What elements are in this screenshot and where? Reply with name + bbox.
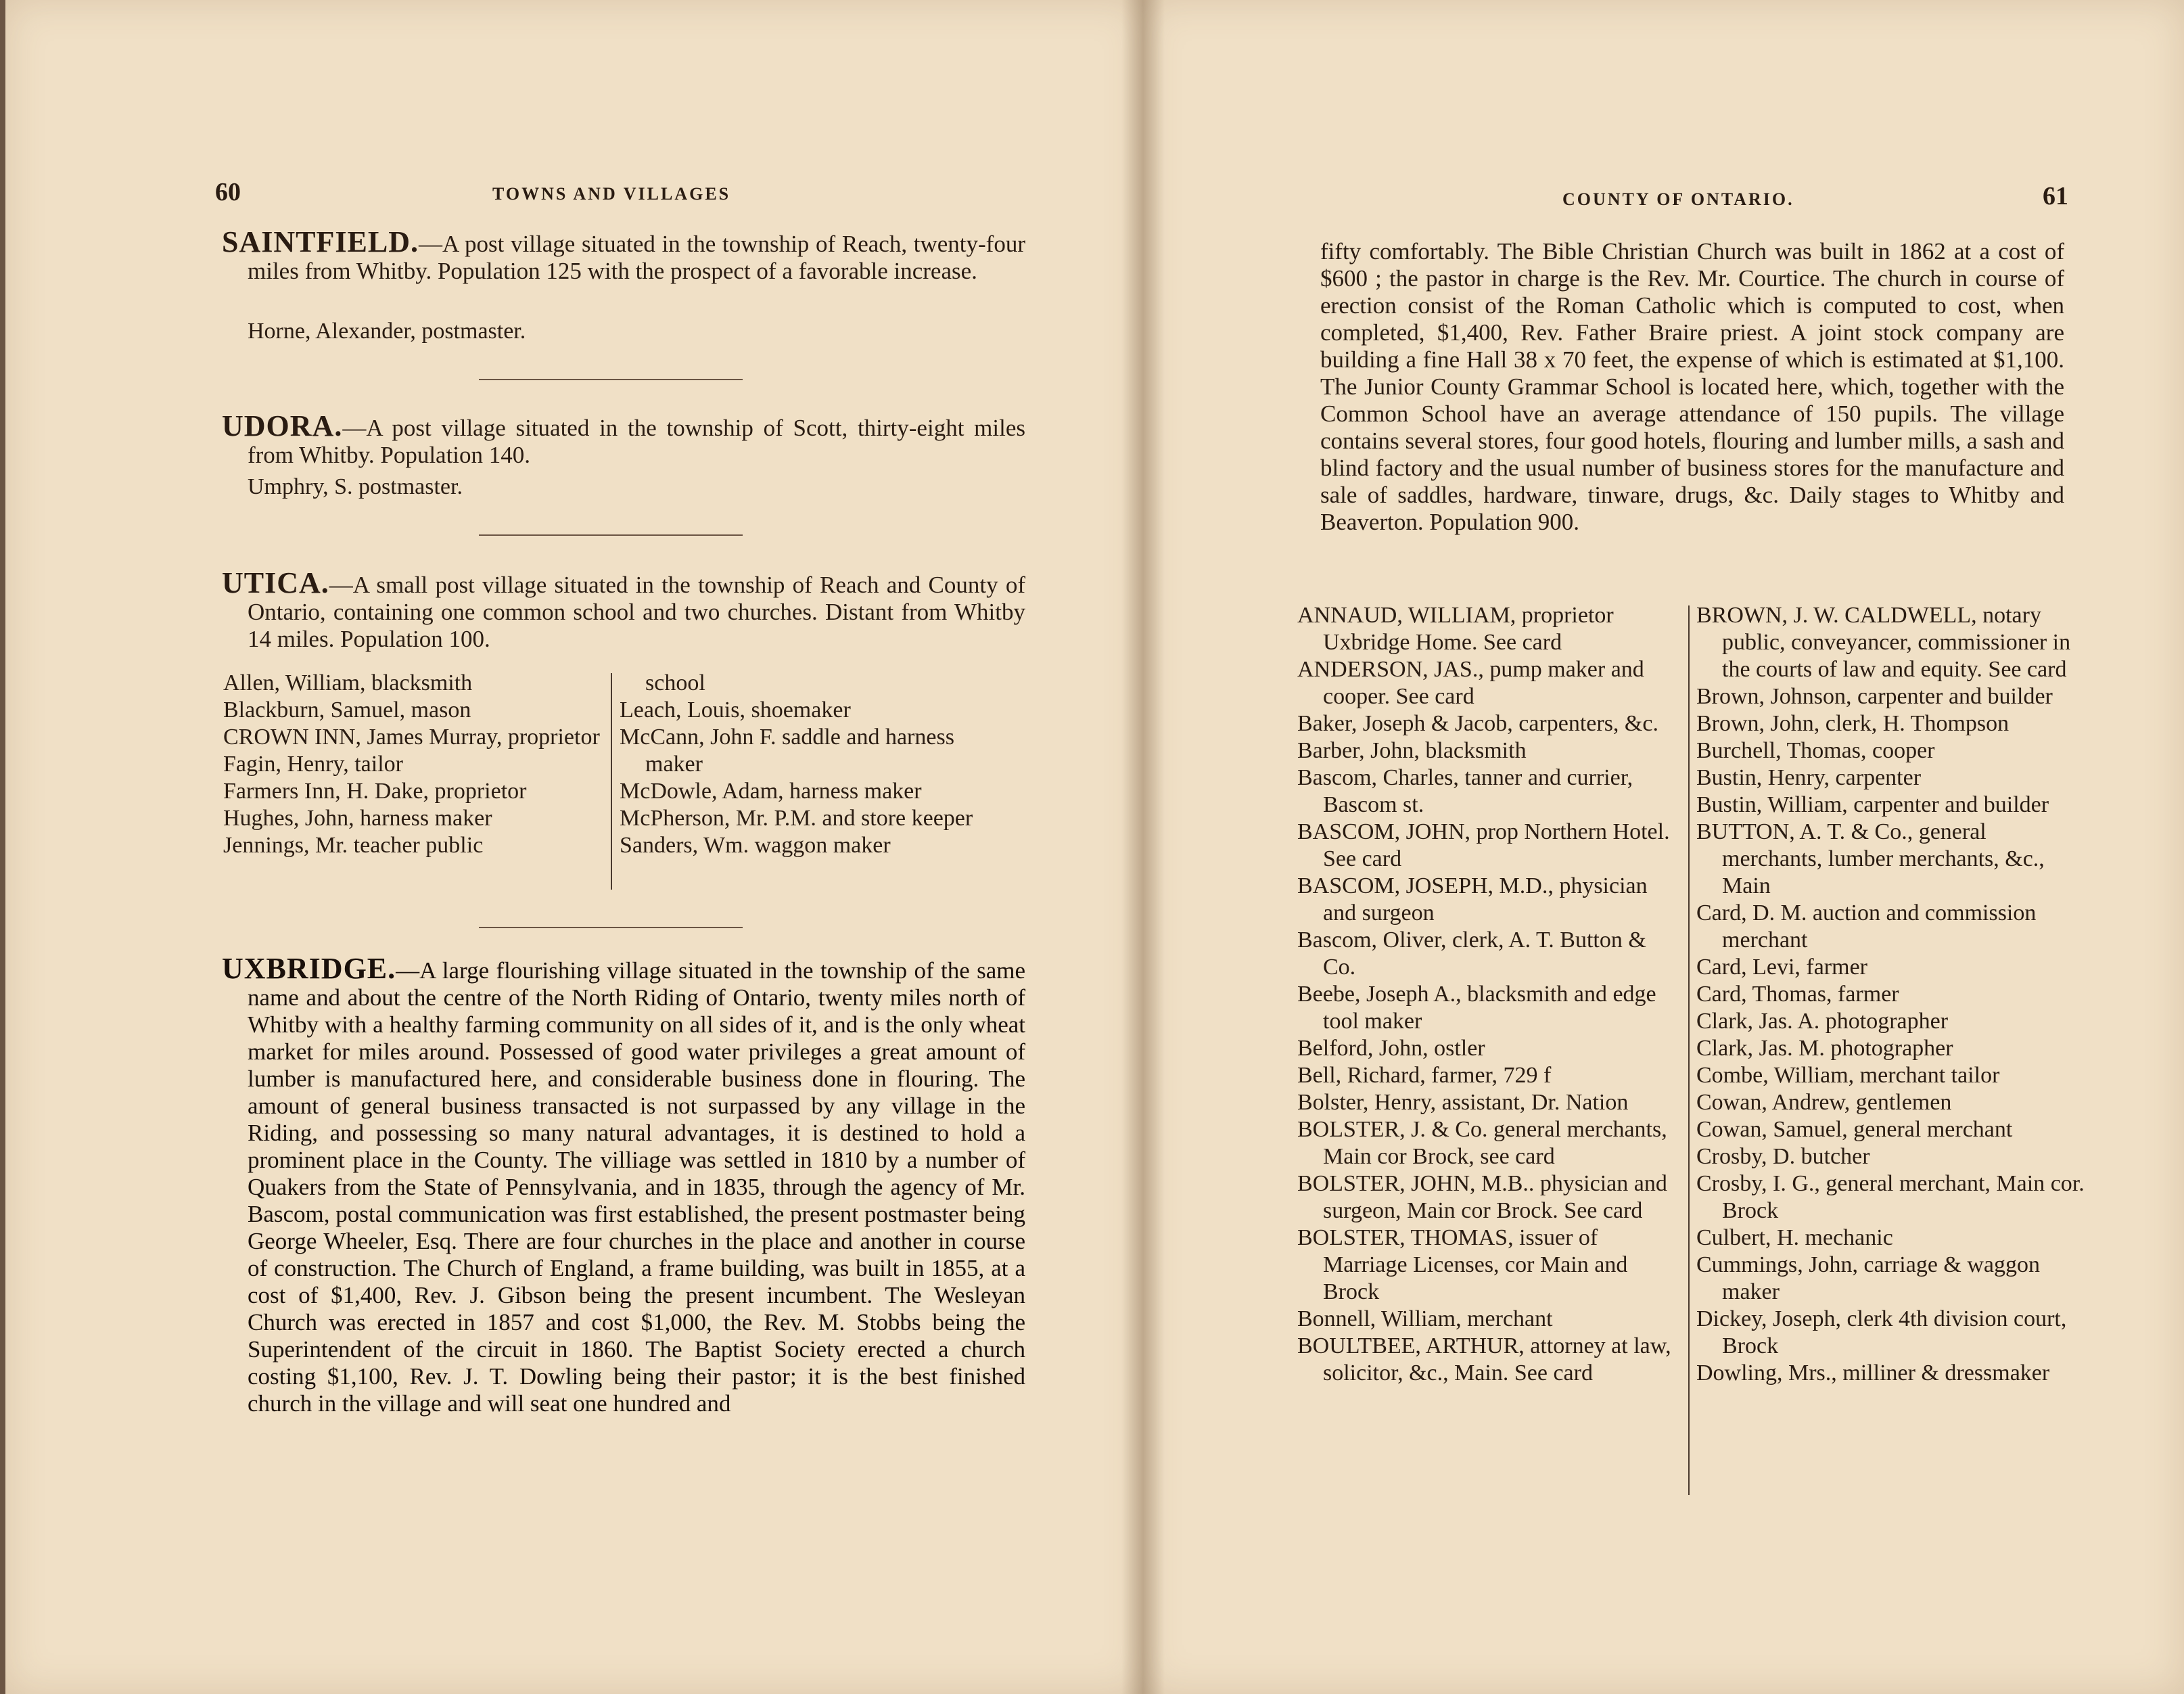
directory-entry: Bell, Richard, farmer, 729 f: [1297, 1063, 1552, 1088]
directory-entry: CROWN INN, James Murray, proprietor: [223, 725, 600, 750]
directory-entry: Burchell, Thomas, cooper: [1696, 738, 1935, 763]
directory-entry: BROWN, J. W. CALDWELL, notary public, conveyancer, commissioner in the courts of law and equity. See card: [1696, 603, 2071, 682]
page-number-right: 61: [2043, 182, 2068, 210]
directory-entry: McPherson, Mr. P.M. and store keeper: [620, 806, 973, 831]
directory-entry: Belford, John, ostler: [1297, 1036, 1485, 1061]
directory-entry: Bascom, Oliver, clerk, A. T. Button & Co.: [1297, 928, 1646, 980]
uxbridge-heading: UXBRIDGE.: [222, 952, 396, 985]
directory-entry: Jennings, Mr. teacher public: [223, 833, 484, 858]
running-head-left: TOWNS AND VILLAGES: [492, 184, 731, 204]
directory-entry: Sanders, Wm. waggon maker: [620, 833, 891, 858]
directory-entry: Blackburn, Samuel, mason: [223, 697, 471, 723]
section-divider: [479, 927, 743, 928]
directory-entry: Brown, John, clerk, H. Thompson: [1696, 711, 2009, 736]
directory-entry: Bustin, William, carpenter and builder: [1696, 792, 2049, 817]
directory-entry: Baker, Joseph & Jacob, carpenters, &c.: [1297, 711, 1658, 736]
directory-entry: Cummings, John, carriage & waggon maker: [1696, 1252, 2041, 1304]
directory-entry: Bascom, Charles, tanner and currier, Bascom st.: [1297, 765, 1633, 817]
uxbridge-continued-text: fifty comfortably. The Bible Christian Church was built in 1862 at a cost of $600 ; the pastor in charge is the Rev. Mr. Courtice. The church in course of erection consist of the Roman Catholic which is computed to cost, when completed, $1,400, Rev. Father Braire priest. A joint stock company are building a fine Hall 38 x 70 feet, the expense of which is estimated at $1,100. The Junior County Grammar School is located here, which, together with the Common School have an average attendance of 150 pupils. The village contains several stores, four good hotels, flouring and lumber mills, a sash and blind factory and the usual number of business stores for the manufacture and sale of saddles, hardware, tinware, drugs, &c. Daily stages to Whitby and Beaverton. Population 900.: [1320, 238, 2064, 535]
udora-entry: [222, 409, 1025, 469]
column-divider: [1688, 605, 1690, 1495]
directory-entry: Beebe, Joseph A., blacksmith and edge tool maker: [1297, 982, 1656, 1034]
book-gutter: [1121, 0, 1165, 1694]
directory-entry: BOLSTER, THOMAS, issuer of Marriage Licenses, cor Main and Brock: [1297, 1225, 1628, 1304]
right-page: [1143, 0, 2184, 1694]
section-divider: [479, 534, 743, 536]
saintfield-text: —A post village situated in the township of Reach, twenty-four miles from Whitby. Population 125 with the prospect of a favorable increase.: [248, 231, 1025, 284]
directory-entry: McDowle, Adam, harness maker: [620, 779, 922, 804]
directory-entry: Culbert, H. mechanic: [1696, 1225, 1893, 1250]
directory-entry: Card, Thomas, farmer: [1696, 982, 1899, 1007]
directory-entry: ANNAUD, WILLIAM, proprietor Uxbridge Home. See card: [1297, 603, 1614, 655]
directory-entry: Card, Levi, farmer: [1696, 955, 1867, 980]
saintfield-heading: SAINTFIELD.: [222, 225, 419, 258]
uxbridge-directory-col1: [1297, 602, 1676, 1387]
udora-postmaster: Umphry, S. postmaster.: [248, 474, 463, 499]
directory-entry: Cowan, Andrew, gentlemen: [1696, 1090, 1952, 1115]
saintfield-postmaster: Horne, Alexander, postmaster.: [248, 319, 526, 344]
directory-entry: BASCOM, JOSEPH, M.D., physician and surgeon: [1297, 873, 1648, 925]
directory-entry: Dowling, Mrs., milliner & dressmaker: [1696, 1360, 2050, 1386]
directory-entry: Dickey, Joseph, clerk 4th division court, Brock: [1696, 1306, 2067, 1358]
directory-entry: Bustin, Henry, carpenter: [1696, 765, 1922, 790]
directory-entry: Cowan, Samuel, general merchant: [1696, 1117, 2013, 1142]
utica-directory-col2: [620, 670, 1005, 859]
directory-entry: Barber, John, blacksmith: [1297, 738, 1527, 763]
directory-entry: BUTTON, A. T. & Co., general merchants, lumber merchants, &c., Main: [1696, 819, 2045, 898]
saintfield-entry: [222, 225, 1025, 285]
directory-entry: school: [645, 670, 705, 695]
utica-entry: [222, 566, 1025, 653]
running-head-right: COUNTY OF ONTARIO.: [1562, 189, 1794, 209]
directory-entry: Combe, William, merchant tailor: [1696, 1063, 2000, 1088]
utica-text: —A small post village situated in the township of Reach and County of Ontario, containing one common school and two churches. Distant from Whitby 14 miles. Population 100.: [248, 572, 1025, 652]
directory-entry: Leach, Louis, shoemaker: [620, 697, 851, 723]
directory-entry: BOLSTER, JOHN, M.B.. physician and surgeon, Main cor Brock. See card: [1297, 1171, 1667, 1223]
page-number-left: 60: [215, 178, 241, 206]
udora-text: —A post village situated in the township of Scott, thirty-eight miles from Whitby. Population 140.: [248, 415, 1025, 468]
directory-entry: Allen, William, blacksmith: [223, 670, 473, 695]
uxbridge-directory-col2: [1696, 602, 2089, 1387]
directory-entry: Card, D. M. auction and commission merchant: [1696, 900, 2037, 953]
udora-heading: UDORA.: [222, 409, 343, 442]
directory-entry: BOULTBEE, ARTHUR, attorney at law, solicitor, &c., Main. See card: [1297, 1333, 1671, 1386]
directory-entry: Brown, Johnson, carpenter and builder: [1696, 684, 2053, 709]
utica-directory-col1: [223, 670, 602, 859]
directory-entry: Clark, Jas. A. photographer: [1696, 1009, 1949, 1034]
utica-heading: UTICA.: [222, 566, 329, 599]
section-divider: [479, 379, 743, 380]
directory-entry: Bonnell, William, merchant: [1297, 1306, 1553, 1331]
directory-entry: ANDERSON, JAS., pump maker and cooper. See card: [1297, 657, 1644, 709]
directory-entry: BOLSTER, J. & Co. general merchants, Main cor Brock, see card: [1297, 1117, 1667, 1169]
directory-entry: Fagin, Henry, tailor: [223, 752, 403, 777]
directory-entry: Hughes, John, harness maker: [223, 806, 492, 831]
uxbridge-text: —A large flourishing village situated in the township of the same name and about the centre of the North Riding of Ontario, twenty miles north of Whitby with a healthy farming community on all sides of it, and is the only wheat market for miles around. Possessed of good water privileges a great amount of lumber is manufactured here, and considerable business done in flouring. The amount of general business transacted is not surpassed by any village in the Riding, and possessing so many natural advantages, it is destined to hold a prominent place in the County. The villiage was settled in 1810 by a number of Quakers from the State of Pennsylvania, and in 1835, through the agency of Mr. Bascom, postal communication was first established, the present postmaster being George Wheeler, Esq. There are four churches in the place and another in course of construction. The Church of England, a frame building, was built in 1855, at a cost of $1,400, Rev. J. Gibson being the present incumbent. The Wesleyan Church was erected in 1857 and cost $1,000, the Rev. M. Stobbs being the Superintendent of the circuit in 1860. The Baptist Society erected a church costing $1,100, Rev. J. T. Dowling being their pastor; it is the best finished church in the village and will seat one hundred and: [248, 957, 1025, 1417]
directory-entry: Farmers Inn, H. Dake, proprietor: [223, 779, 527, 804]
column-divider: [611, 673, 612, 890]
directory-entry: Bolster, Henry, assistant, Dr. Nation: [1297, 1090, 1629, 1115]
uxbridge-entry: [222, 952, 1025, 1417]
directory-entry: Crosby, D. butcher: [1696, 1144, 1870, 1169]
directory-entry: Crosby, I. G., general merchant, Main cor. Brock: [1696, 1171, 2085, 1223]
directory-entry: McCann, John F. saddle and harness maker: [620, 725, 954, 777]
directory-entry: Clark, Jas. M. photographer: [1696, 1036, 1953, 1061]
directory-entry: BASCOM, JOHN, prop Northern Hotel. See card: [1297, 819, 1670, 871]
